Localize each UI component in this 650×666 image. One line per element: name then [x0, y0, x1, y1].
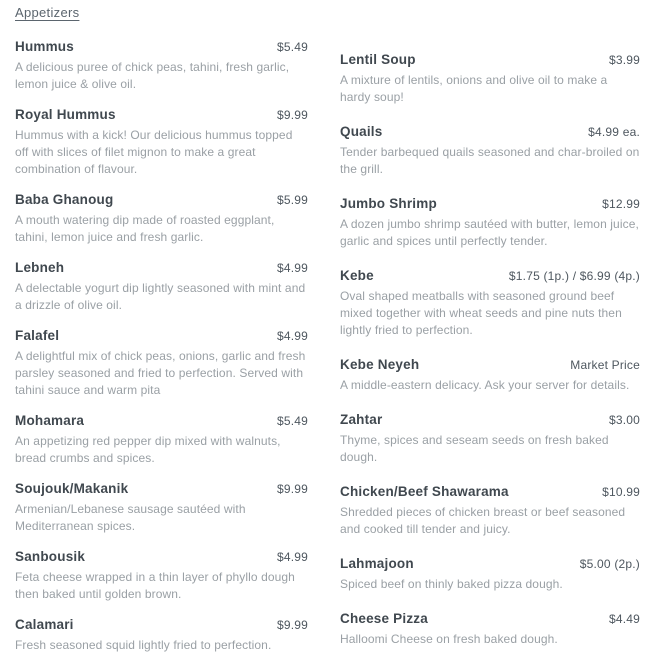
item-description: Spiced beef on thinly baked pizza dough. [340, 577, 563, 591]
menu-item [15, 258, 308, 314]
item-name: Zahtar [340, 412, 383, 427]
menu-item [15, 190, 308, 246]
menu-item [340, 609, 640, 648]
item-description: A middle-eastern delicacy. Ask your server for details. [340, 378, 630, 392]
item-price: $4.99 ea. [588, 125, 640, 139]
item-name: Kebe [340, 268, 374, 283]
item-price: $5.49 [276, 414, 308, 428]
item-price: $9.99 [276, 482, 308, 496]
item-description: Fresh seasoned squid lightly fried to perfection. [15, 638, 272, 652]
item-name: Calamari [15, 617, 74, 632]
item-description: Tender barbequed quails seasoned and char-broiled on the grill. [340, 145, 640, 176]
item-description: Halloomi Cheese on fresh baked dough. [340, 632, 558, 646]
menu-item [15, 326, 308, 399]
item-name: Chicken/Beef Shawarama [340, 484, 509, 499]
item-price: $3.99 [608, 53, 640, 67]
item-description: A mixture of lentils, onions and olive oil to make a hardy soup! [340, 73, 608, 104]
item-name: Cheese Pizza [340, 611, 428, 626]
menu-item [340, 410, 640, 466]
item-description: A dozen jumbo shrimp sautéed with butter, lemon juice, garlic and spices until perfectly tender. [340, 217, 639, 248]
item-description: A delicious puree of chick peas, tahini, fresh garlic, lemon juice & olive oil. [15, 60, 290, 91]
item-name: Jumbo Shrimp [340, 196, 437, 211]
item-name: Mohamara [15, 413, 85, 428]
menu-item [340, 355, 640, 394]
menu-item [340, 554, 640, 593]
item-price: $4.99 [276, 261, 308, 275]
item-price: $4.49 [608, 612, 640, 626]
menu-item [340, 50, 640, 106]
item-price: $5.99 [276, 193, 308, 207]
item-name: Royal Hummus [15, 107, 116, 122]
item-description: Hummus with a kick! Our delicious hummus topped off with slices of filet mignon to make a great combination of flavour. [15, 128, 293, 176]
item-name: Lahmajoon [340, 556, 414, 571]
item-price: $4.99 [276, 550, 308, 564]
menu-item [340, 194, 640, 250]
menu-column-right [340, 4, 640, 666]
item-price: $10.99 [602, 485, 640, 499]
item-name: Quails [340, 124, 383, 139]
item-price: Market Price [570, 358, 640, 372]
item-description: Shredded pieces of chicken breast or beef seasoned and cooked till tender and juicy. [340, 505, 626, 536]
menu-item [15, 37, 308, 93]
menu-item [15, 479, 308, 535]
menu-item [340, 122, 640, 178]
item-name: Sanbousik [15, 549, 86, 564]
section-title: Appetizers [15, 5, 80, 20]
item-description: A delectable yogurt dip lightly seasoned with mint and a drizzle of olive oil. [15, 281, 306, 312]
item-description: Feta cheese wrapped in a thin layer of phyllo dough then baked until golden brown. [15, 570, 295, 601]
menu-column-left [15, 4, 308, 666]
item-price: $5.49 [276, 40, 308, 54]
item-name: Hummus [15, 39, 74, 54]
menu-item [15, 615, 308, 654]
item-name: Soujouk/Makanik [15, 481, 129, 496]
item-price: $1.75 (1p.) / $6.99 (4p.) [508, 269, 640, 283]
item-description: An appetizing red pepper dip mixed with walnuts, bread crumbs and spices. [15, 434, 281, 465]
item-price: $3.00 [608, 413, 640, 427]
item-price: $9.99 [276, 108, 308, 122]
menu-item [15, 411, 308, 467]
item-price: $12.99 [602, 197, 640, 211]
item-price: $4.99 [276, 329, 308, 343]
item-name: Lebneh [15, 260, 65, 275]
menu-item [340, 482, 640, 538]
item-price: $9.99 [276, 618, 308, 632]
item-description: Oval shaped meatballs with seasoned ground beef mixed together with wheat seeds and pine nuts then lightly fried to perfection. [340, 289, 622, 337]
item-name: Lentil Soup [340, 52, 416, 67]
item-description: Armenian/Lebanese sausage sautéed with Mediterranean spices. [15, 502, 246, 533]
item-description: A delightful mix of chick peas, onions, garlic and fresh parsley seasoned and fried to perfection. Served with tahini sauce and warm pita [15, 349, 306, 397]
item-price: $5.00 (2p.) [579, 557, 640, 571]
menu-item [15, 105, 308, 178]
item-name: Falafel [15, 328, 60, 343]
menu-item [340, 266, 640, 339]
item-name: Baba Ghanoug [15, 192, 114, 207]
item-description: A mouth watering dip made of roasted eggplant, tahini, lemon juice and fresh garlic. [15, 213, 275, 244]
menu-item [15, 547, 308, 603]
item-name: Kebe Neyeh [340, 357, 420, 372]
item-description: Thyme, spices and seseam seeds on fresh baked dough. [340, 433, 609, 464]
